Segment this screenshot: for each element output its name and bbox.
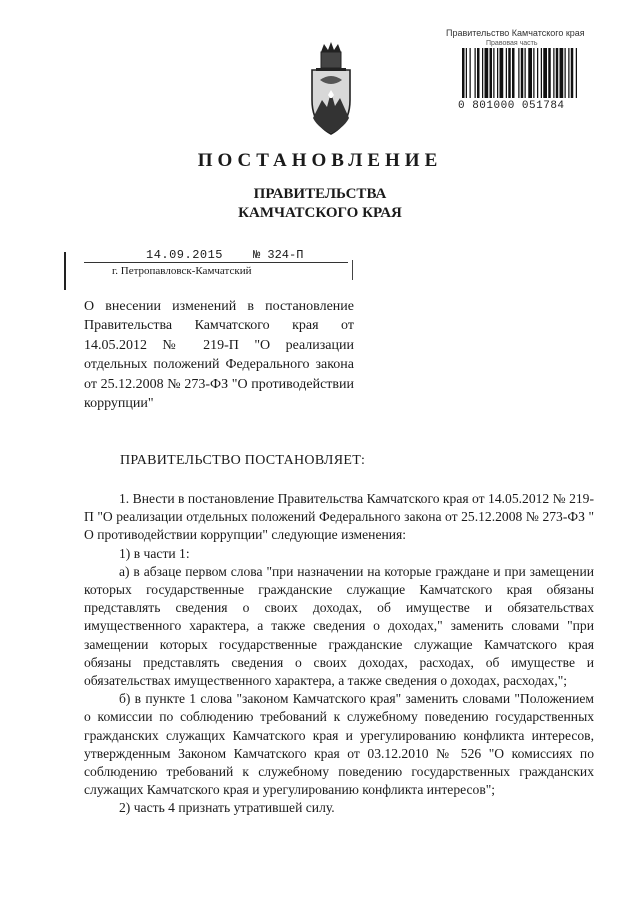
- body-paragraph: б) в пункте 1 слова "законом Камчатского края" заменить словами "Положением о комиссии по соблюдению требований к служебному поведению государственных гражданских служащих Камчатского края и урегулированию конфликта интересов, утвержденным Законом Камчатского края от 03.12.2010 № 526 "О комиссиях по соблюдению требований к служебному поведению государственных гражданских служащих Камчатского края и урегулированию конфликта интересов";: [84, 691, 594, 798]
- stamp-organization: Правительство Камчатского края: [446, 28, 585, 38]
- issuer-line-2: КАМЧАТСКОГО КРАЯ: [238, 205, 402, 221]
- issuer-line-1: ПРАВИТЕЛЬСТВА: [253, 186, 387, 202]
- resolution-heading: ПРАВИТЕЛЬСТВО ПОСТАНОВЛЯЕТ:: [120, 453, 366, 468]
- body-paragraph: 1. Внести в постановление Правительства Камчатского края от 14.05.2012 № 219-П "О реализации отдельных положений Федерального закона от 25.12.2008 № 273-ФЗ " О противодействии коррупции" следующие изменения:: [84, 491, 594, 543]
- margin-mark: [64, 252, 66, 290]
- body-paragraph: 1) в части 1:: [119, 545, 190, 561]
- body-paragraph: 2) часть 4 признать утратившей силу.: [119, 800, 335, 816]
- document-title: ПОСТАНОВЛЕНИЕ: [197, 150, 443, 171]
- barcode: [462, 48, 620, 98]
- document-subject: О внесении изменений в постановление Правительства Камчатского края от 14.05.2012 № 219-П "О реализации отдельных положений Федерального закона от 25.12.2008 № 273-ФЗ "О противодействии коррупции": [84, 299, 354, 412]
- margin-mark-right: [352, 260, 353, 280]
- document-city: г. Петропавловск-Камчатский: [112, 265, 252, 277]
- barcode-number: 0 801000 051784: [458, 100, 565, 112]
- body-paragraph: а) в абзаце первом слова "при назначении на которые граждане и при замещении которых государственные гражданские служащие Камчатского края обязаны представлять сведения о своих доходах, об имуществе и обязательствах имущественного характера, а также сведения о доходах," заменить словами "при замещении которых государственные гражданские служащие Камчатского края обязаны представлять сведения о своих доходах, расходах, об имуществе и обязательствах имущественного характера, а также сведения о доходах, расходах,";: [84, 563, 594, 689]
- document-number: № 324-П: [253, 248, 304, 262]
- kamchatka-emblem-icon: [308, 40, 354, 136]
- document-date: 14.09.2015: [146, 248, 224, 262]
- stamp-subtitle: Правовая часть: [486, 40, 538, 47]
- date-underline: [84, 262, 348, 263]
- document-body: [84, 490, 594, 818]
